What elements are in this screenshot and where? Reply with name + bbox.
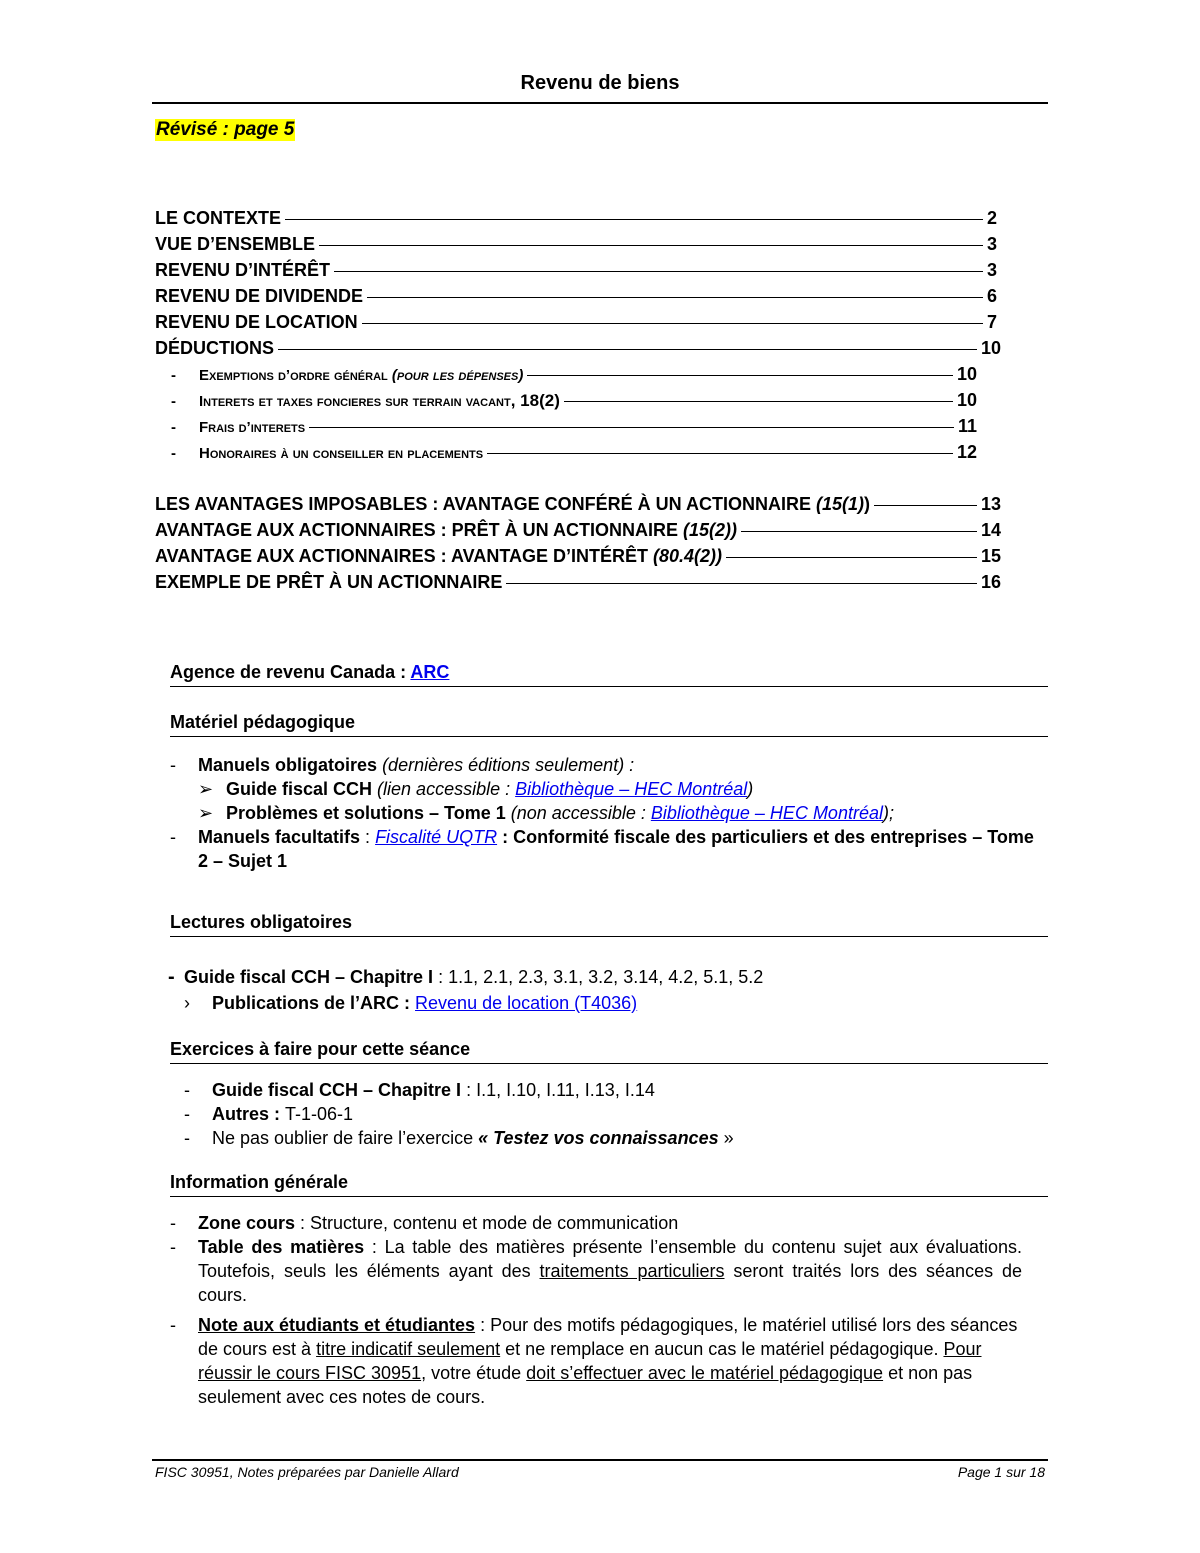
- item-text: : Pour des motifs pédagogiques, le matériel utilisé lors des séances de cours est à: [198, 1315, 1018, 1359]
- dash-bullet: -: [170, 1213, 176, 1233]
- toc-label: DÉDUCTIONS: [155, 338, 275, 358]
- item-label: Guide fiscal CCH – Chapitre I: [184, 967, 434, 987]
- footer-rule: [152, 1459, 1048, 1461]
- toc-page: 15: [980, 546, 1001, 566]
- item-text: : 1.1, 2.1, 2.3, 3.1, 3.2, 3.14, 4.2, 5.1, 5.2: [433, 967, 764, 987]
- materiel-section: [170, 712, 1048, 873]
- item-underlined: titre indicatif seulement: [316, 1339, 501, 1359]
- dash-bullet: -: [171, 445, 176, 462]
- item-text: : Structure, contenu et mode de communication: [295, 1213, 679, 1233]
- item-text: : Conformité fiscale des particuliers et des entreprises – Tome 2 – Sujet 1: [198, 827, 1034, 871]
- toc-leader: [564, 401, 953, 402]
- materiel-list: [170, 753, 1048, 873]
- item-text: : I.1, I.10, I.11, I.13, I.14: [461, 1080, 655, 1100]
- toc-page: 7: [987, 312, 998, 332]
- arrow-bullet-icon: ➢: [198, 803, 214, 823]
- item-underlined: Pour réussir le cours FISC 30951: [198, 1339, 982, 1383]
- item-text: et ne remplace en aucun cas le matériel pédagogique.: [500, 1339, 944, 1359]
- toc-page: 3: [987, 234, 998, 254]
- toc-label: LE CONTEXTE: [155, 208, 282, 228]
- revision-note: Révisé : page 5: [156, 119, 295, 140]
- separator: :: [360, 827, 376, 847]
- item-label: Table des matières: [198, 1237, 365, 1257]
- item-text-end: »: [718, 1128, 734, 1148]
- toc-page: 11: [957, 416, 977, 436]
- toc-ref: (15(1): [816, 494, 865, 514]
- toc-entry[interactable]: [155, 231, 1003, 257]
- arc-section: [170, 662, 1048, 687]
- toc-label: Exemptions d’ordre général: [199, 367, 388, 384]
- dash-bullet: -: [184, 1080, 190, 1100]
- toc-label: REVENU DE DIVIDENDE: [155, 286, 364, 306]
- item-underlined: doit s’effectuer avec le matériel pédagogique: [526, 1363, 884, 1383]
- lectures-list: [170, 965, 1048, 1015]
- materiel-heading: Matériel pédagogique: [170, 712, 1048, 737]
- toc-entry[interactable]: [155, 543, 1001, 569]
- item-text: et non pas seulement avec ces notes de cours.: [198, 1363, 973, 1407]
- toc-entry[interactable]: [155, 309, 1003, 335]
- item-note: (dernières éditions seulement) :: [382, 755, 635, 775]
- toc-subentry[interactable]: [155, 387, 977, 413]
- toc-page: 16: [980, 572, 1001, 592]
- toc-page: 10: [956, 390, 977, 410]
- dash-bullet: -: [171, 367, 176, 384]
- item-text: seront traités lors des séances de cours.: [198, 1261, 1022, 1305]
- toc-ref-end: ): [864, 494, 871, 514]
- list-item: [184, 1102, 1048, 1126]
- toc-page: 10: [980, 338, 1001, 358]
- sub-item: [198, 801, 1048, 825]
- toc-label: AVANTAGE AUX ACTIONNAIRES : AVANTAGE D’INTÉRÊT: [155, 546, 648, 566]
- toc-page: 3: [987, 260, 998, 280]
- dash-bullet: -: [184, 1128, 190, 1148]
- toc-leader: [285, 219, 983, 220]
- item-emphasis: « Testez vos connaissances: [478, 1128, 719, 1148]
- info-list: [170, 1211, 1048, 1409]
- toc-label: VUE D’ENSEMBLE: [155, 234, 316, 254]
- toc-subentry[interactable]: [155, 361, 977, 387]
- toc-label: Frais d’interets: [199, 419, 306, 436]
- toc-entry[interactable]: [155, 283, 1003, 309]
- toc-leader: [367, 297, 983, 298]
- list-item: [170, 1211, 1048, 1235]
- toc-entry[interactable]: [155, 205, 1003, 231]
- info-heading: Information générale: [170, 1172, 1048, 1197]
- toc-leader: [487, 453, 953, 454]
- item-label: Manuels facultatifs: [198, 827, 361, 847]
- item-label: Problèmes et solutions – Tome 1: [226, 803, 506, 823]
- toc-leader: [362, 323, 983, 324]
- title-rule: [152, 102, 1048, 104]
- toc-label-suffix: (pour les dépenses): [391, 367, 524, 384]
- item-label: Zone cours: [198, 1213, 296, 1233]
- toc-label: Honoraires à un conseiller en placements: [199, 445, 484, 462]
- toc-label: REVENU D’INTÉRÊT: [155, 260, 331, 280]
- footer-left: FISC 30951, Notes préparées par Danielle Allard: [155, 1464, 459, 1480]
- arc-heading: [170, 662, 1048, 687]
- toc-ref: (15(2)): [683, 520, 738, 540]
- toc-leader: [741, 531, 977, 532]
- bibliotheque-link[interactable]: Bibliothèque – HEC Montréal: [650, 803, 883, 823]
- sub-item: [198, 777, 1048, 801]
- toc-label: EXEMPLE DE PRÊT À UN ACTIONNAIRE: [155, 572, 503, 592]
- toc-label: LES AVANTAGES IMPOSABLES : AVANTAGE CONFÉRÉ À UN ACTIONNAIRE: [155, 494, 812, 514]
- item-label: Autres :: [212, 1104, 286, 1124]
- item-text: T-1-06-1: [285, 1104, 354, 1124]
- list-item: [184, 1078, 1048, 1102]
- toc-page: 13: [980, 494, 1001, 514]
- bibliotheque-link[interactable]: Bibliothèque – HEC Montréal: [515, 779, 748, 799]
- lectures-heading: Lectures obligatoires: [170, 912, 1048, 937]
- toc-leader: [527, 375, 953, 376]
- toc-entry[interactable]: [155, 257, 1003, 283]
- toc-label-suffix: , 18(2): [510, 391, 560, 410]
- toc-leader: [874, 505, 977, 506]
- list-item: [170, 753, 1048, 825]
- item-underlined: traitements particuliers: [539, 1261, 725, 1281]
- toc-page: 10: [956, 364, 977, 384]
- list-item: [170, 1313, 1048, 1409]
- toc-label: AVANTAGE AUX ACTIONNAIRES : PRÊT À UN ACTIONNAIRE: [155, 520, 679, 540]
- toc-entry[interactable]: [155, 517, 1001, 543]
- item-note: (lien accessible :: [377, 779, 516, 799]
- item-text: , votre étude: [421, 1363, 527, 1383]
- toc-ref: (80.4(2)): [653, 546, 723, 566]
- list-item: [184, 1126, 1048, 1150]
- toc-leader: [334, 271, 983, 272]
- table-of-contents: [155, 205, 1003, 595]
- item-label: Manuels obligatoires: [198, 755, 378, 775]
- exercices-section: [170, 1039, 1048, 1150]
- toc-page: 14: [980, 520, 1001, 540]
- toc-leader: [726, 557, 977, 558]
- arc-link[interactable]: ARC: [410, 662, 450, 682]
- dash-bullet: -: [170, 1315, 176, 1335]
- dash-bullet: -: [184, 1104, 190, 1124]
- dash-bullet: -: [170, 1237, 176, 1257]
- toc-leader: [278, 349, 977, 350]
- dash-bullet: -: [170, 827, 176, 847]
- list-item: [170, 965, 1048, 989]
- item-label: Guide fiscal CCH – Chapitre I: [212, 1080, 462, 1100]
- item-text: Ne pas oublier de faire l’exercice: [212, 1128, 479, 1148]
- info-section: [170, 1172, 1048, 1409]
- item-label: Note aux étudiants et étudiantes: [198, 1315, 476, 1335]
- toc-label: REVENU DE LOCATION: [155, 312, 358, 332]
- arrow-bullet-icon: ➢: [198, 779, 214, 799]
- item-note-end: );: [882, 803, 894, 823]
- list-item: [170, 991, 1048, 1015]
- toc-leader: [319, 245, 983, 246]
- item-text: : La table des matières présente l’ensemble du contenu sujet aux évaluations. Toutefois, seuls les éléments ayant des: [198, 1237, 1022, 1281]
- toc-page: 12: [956, 442, 977, 462]
- footer-page-number: Page 1 sur 18: [957, 1464, 1045, 1480]
- toc-leader: [506, 583, 977, 584]
- toc-page: 2: [987, 208, 998, 228]
- list-item: [170, 825, 1048, 873]
- toc-label: Interets et taxes foncieres sur terrain vacant: [199, 393, 511, 410]
- exercices-heading: Exercices à faire pour cette séance: [170, 1039, 1048, 1064]
- toc-subentry[interactable]: [155, 413, 977, 439]
- toc-leader: [309, 427, 954, 428]
- exercices-list: [170, 1078, 1048, 1150]
- toc-entry[interactable]: [155, 569, 1001, 595]
- toc-entry[interactable]: [155, 335, 1001, 361]
- dash-bullet: -: [171, 419, 176, 436]
- lectures-section: [170, 912, 1048, 1015]
- item-label: Guide fiscal CCH: [226, 779, 373, 799]
- toc-entry[interactable]: [155, 491, 1001, 517]
- item-note-end: ): [747, 779, 754, 799]
- t4036-link[interactable]: Revenu de location (T4036): [415, 993, 638, 1013]
- arc-label: Agence de revenu Canada :: [170, 662, 411, 682]
- toc-page: 6: [987, 286, 998, 306]
- list-item: [170, 1235, 1048, 1307]
- dash-bullet: -: [170, 755, 176, 775]
- fiscalite-uqtr-link[interactable]: Fiscalité UQTR: [375, 827, 498, 847]
- page-title: Revenu de biens: [520, 72, 680, 94]
- dash-bullet: -: [168, 966, 175, 988]
- dash-bullet: -: [171, 393, 176, 410]
- item-label: Publications de l’ARC :: [212, 993, 416, 1013]
- chevron-right-icon: ›: [184, 993, 190, 1013]
- toc-subentry[interactable]: [155, 439, 977, 465]
- item-note: (non accessible :: [510, 803, 651, 823]
